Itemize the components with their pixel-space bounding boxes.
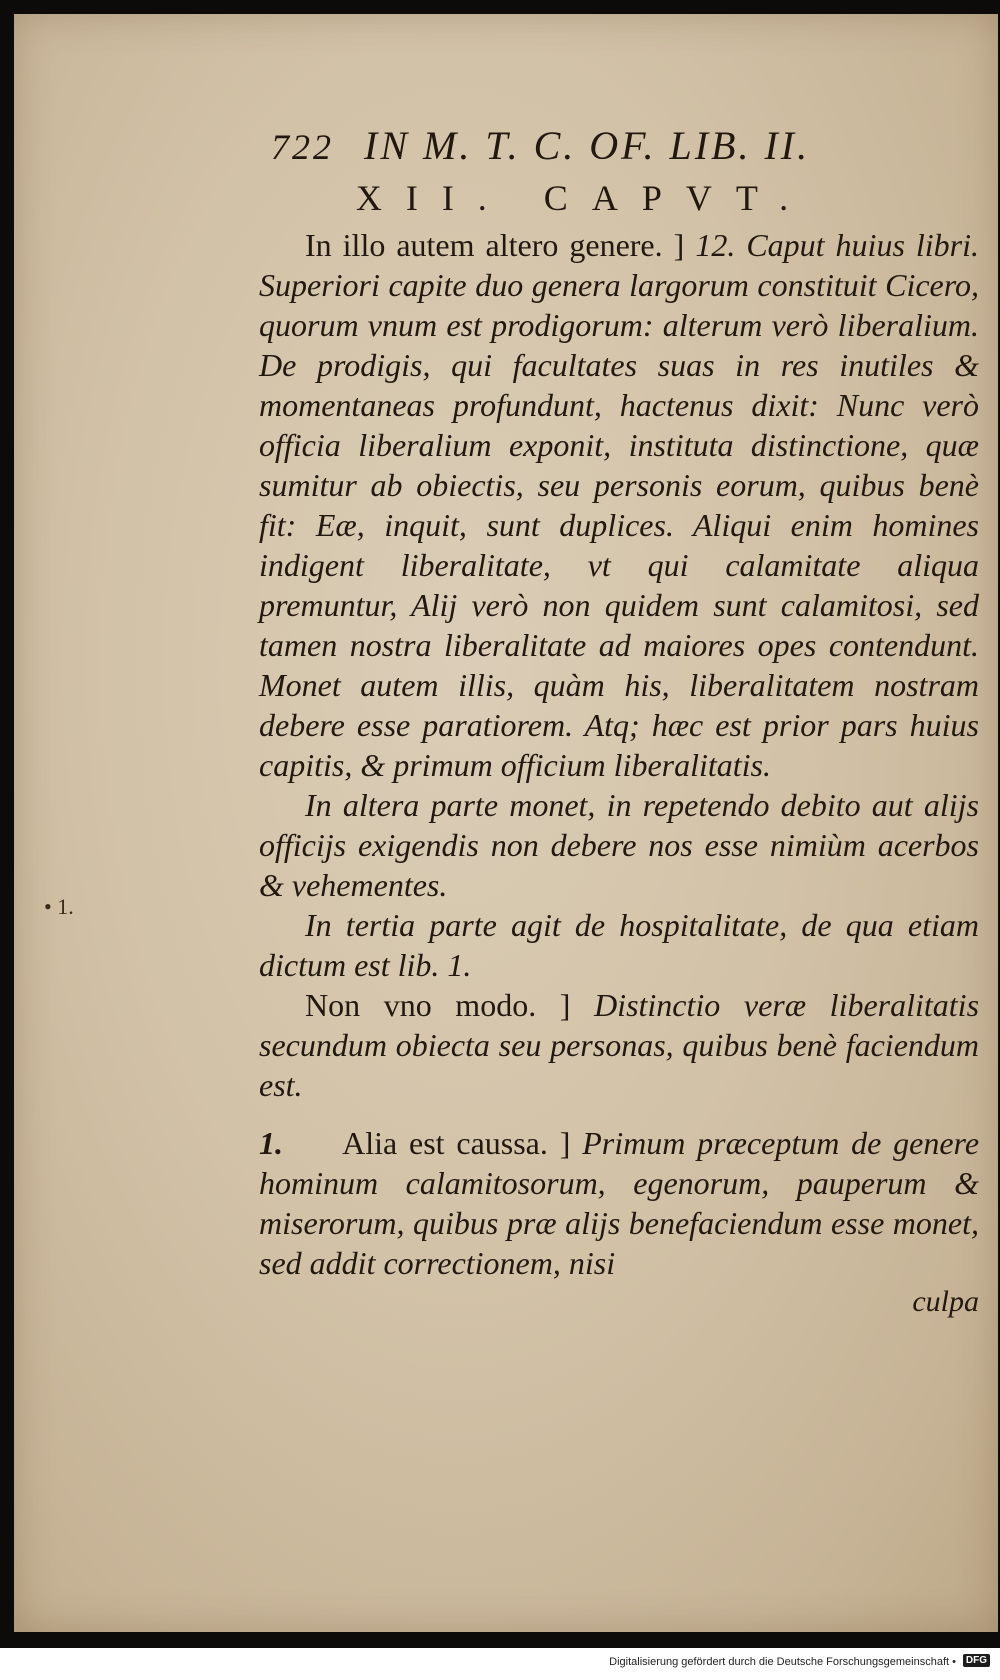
paragraph-text: Distinctio veræ liberalitatis secundum obiecta seu personas, quibus benè faciendum est.	[259, 987, 980, 1103]
paragraph-2	[259, 785, 979, 905]
paragraph-1	[259, 225, 979, 785]
paragraph-text: In tertia parte agit de hospitalitate, de qua etiam dictum est lib. 1.	[259, 907, 979, 983]
page-content	[259, 122, 979, 1319]
digitization-footer	[0, 1648, 1000, 1680]
chapter-heading: XII. CAPVT.	[355, 178, 813, 218]
margin-mark: • 1.	[44, 894, 74, 919]
paragraph-5	[259, 1123, 979, 1283]
spacer	[259, 1105, 979, 1123]
running-head	[271, 122, 979, 169]
paragraph-text: Primum præceptum de genere hominum calamitosorum, egenorum, pauperum & miserorum, quibus præ alijs benefaciendum esse monet, sed addit correctionem, nisi	[259, 1125, 980, 1281]
paragraph-4	[259, 985, 979, 1105]
catchword: culpa	[912, 1285, 979, 1318]
section-marker: 1.	[259, 1125, 283, 1161]
lemma: In illo autem altero genere. ]	[305, 227, 685, 263]
paragraph-3	[259, 905, 979, 985]
lemma: Alia est caussa. ]	[342, 1125, 571, 1161]
book-page	[14, 14, 998, 1632]
paragraph-text: 12. Caput huius libri. Superiori capite duo genera largorum constituit Cicero, quorum vnum est prodigorum: alterum verò liberalium. De prodigis, qui facultates suas in res inutiles & momentaneas profundunt, hactenus dixit: Nunc verò officia liberalium exponit, instituta distinctione, quæ sumitur ab obiectis, seu personis eorum, quibus benè fit: Eæ, inquit, sunt duplices. Aliqui enim homines indigent liberalitate, vt qui calamitate aliqua premuntur, Alij verò non quidem sunt calamitosi, sed tamen nostra liberalitate ad maiores opes contendunt. Monet autem illis, quàm his, liberalitatem nostram debere esse paratiorem. Atq; hæc est prior pars huius capitis, & primum officium liberalitatis.	[259, 227, 980, 783]
footer-credit: Digitalisierung gefördert durch die Deutsche Forschungsgemeinschaft •	[609, 1656, 956, 1668]
page-number: 722	[271, 127, 334, 167]
dfg-logo: DFG	[963, 1654, 990, 1667]
paragraph-text: In altera parte monet, in repetendo debito aut alijs officijs exigendis non debere nos esse nimiùm acerbos & vehementes.	[259, 787, 979, 903]
lemma: Non vno modo. ]	[305, 987, 571, 1023]
running-title: IN M. T. C. OF. LIB. II.	[364, 123, 811, 168]
